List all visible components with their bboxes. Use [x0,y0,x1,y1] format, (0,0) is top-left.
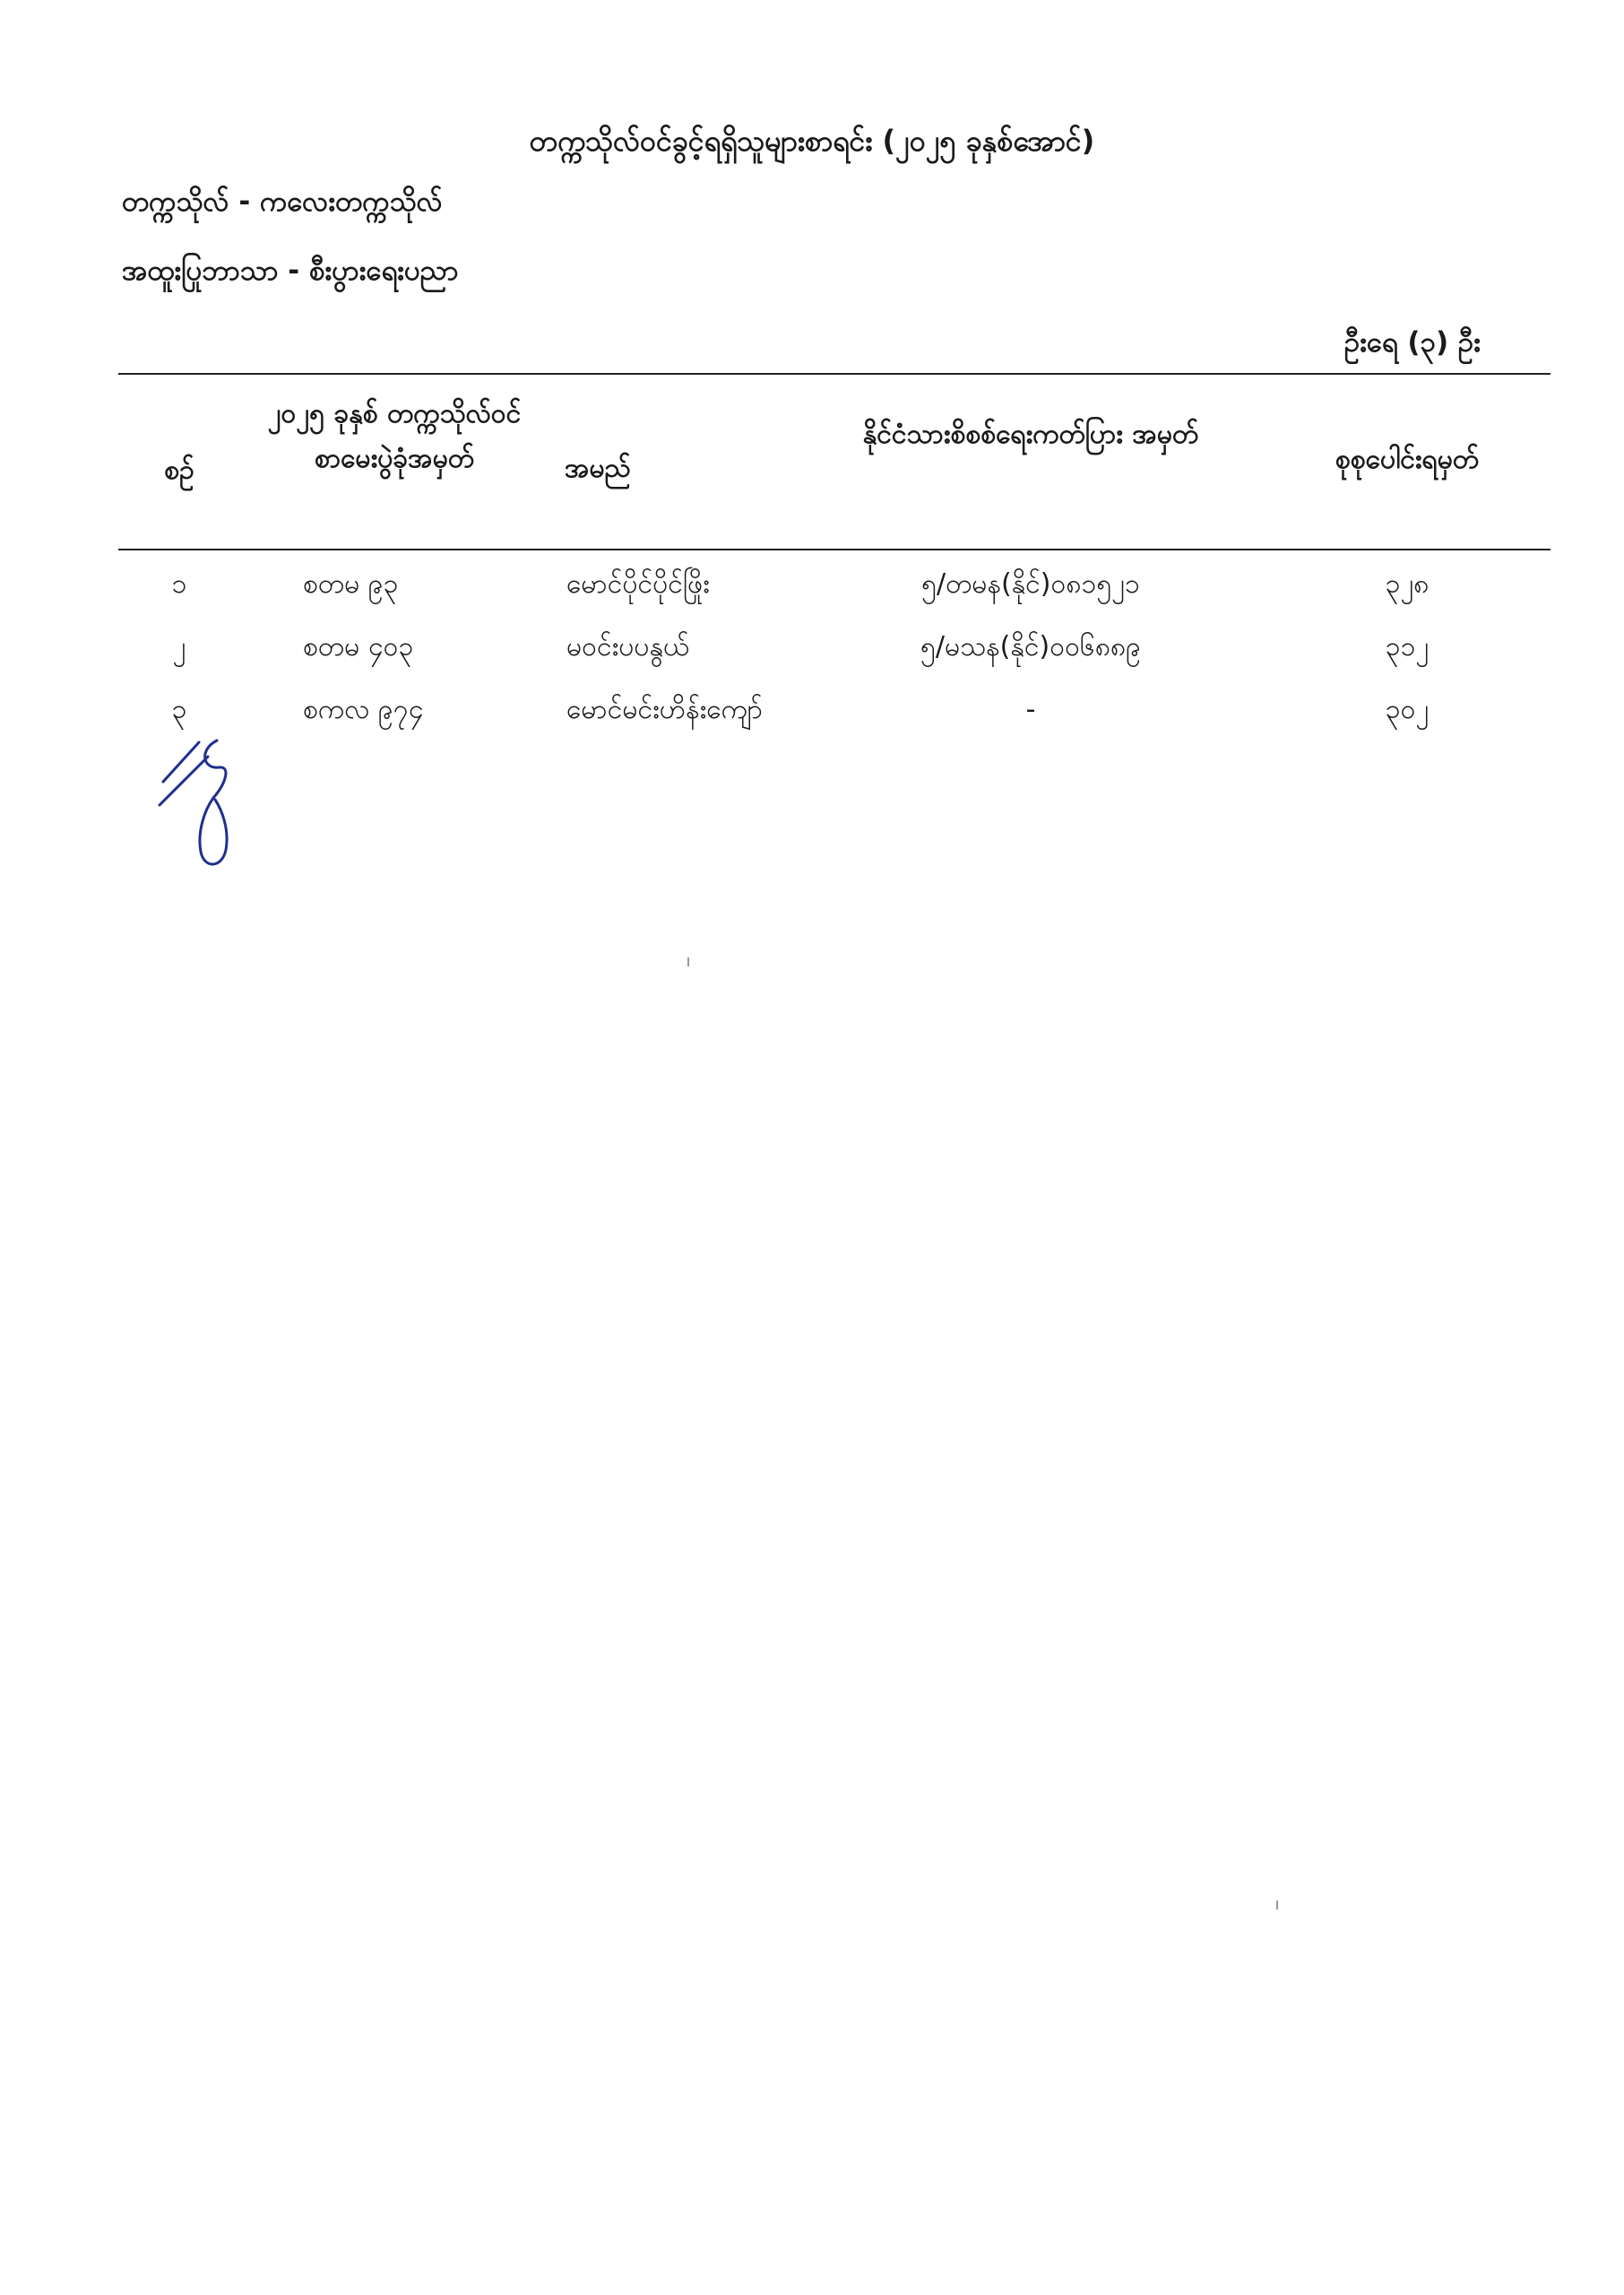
row-exam-no: စကလ ၉၇၄ [303,694,424,725]
row-exam-no: စတမ ၉၃ [303,568,399,600]
row-no: ၃ [171,694,187,725]
row-nrc: - [1025,694,1036,725]
scan-speck [1276,1901,1278,1910]
scan-speck [687,957,689,966]
row-total: ၃၀၂ [1385,694,1430,725]
header-total: စုစုပေါင်းရမှတ် [1335,444,1480,475]
row-total: ၃၁၂ [1385,631,1430,663]
row-nrc: ၅/တမန(နိုင်)၀၈၁၅၂၁ [921,568,1140,600]
row-total: ၃၂၈ [1385,568,1430,600]
count-note: ဦးရေ (၃) ဦး [1343,326,1481,359]
row-no: ၁ [171,568,187,600]
row-name: မောင်ပိုင်ပိုင်ဖြိုး [566,568,710,600]
table-top-rule [118,373,1551,375]
page-title: တက္ကသိုလ်ဝင်ခွင့်ရရှိသူများစာရင်း (၂၀၂၅ ခုနှစ်အောင်) [529,124,1095,158]
row-name: မောင်မင်းဟိန်းကျော် [566,694,764,725]
header-name: အမည် [565,453,631,484]
row-no: ၂ [172,631,186,663]
header-no: စဉ် [164,455,194,486]
row-nrc: ၅/မသန(နိုင်)၀၀၆၈၈၉ [920,631,1141,663]
row-name: မဝင်းပပနွယ် [566,631,690,663]
handwritten-signature [152,717,269,879]
table-header-rule [118,549,1551,550]
row-exam-no: စတမ ၄၀၃ [303,631,414,663]
header-exam-no: ၂၀၂၅ ခုနှစ် တက္ကသိုလ်ဝင် စာမေးပွဲခုံအမှတ် [267,398,522,474]
header-nrc: နိုင်ငံသားစိစစ်ရေးကတ်ပြား အမှတ် [862,419,1199,450]
major-line: အထူးပြုဘာသာ - စီးပွားရေးပညာ [122,255,459,287]
university-line: တက္ကသိုလ် - ကလေးတက္ကသိုလ် [122,186,443,218]
